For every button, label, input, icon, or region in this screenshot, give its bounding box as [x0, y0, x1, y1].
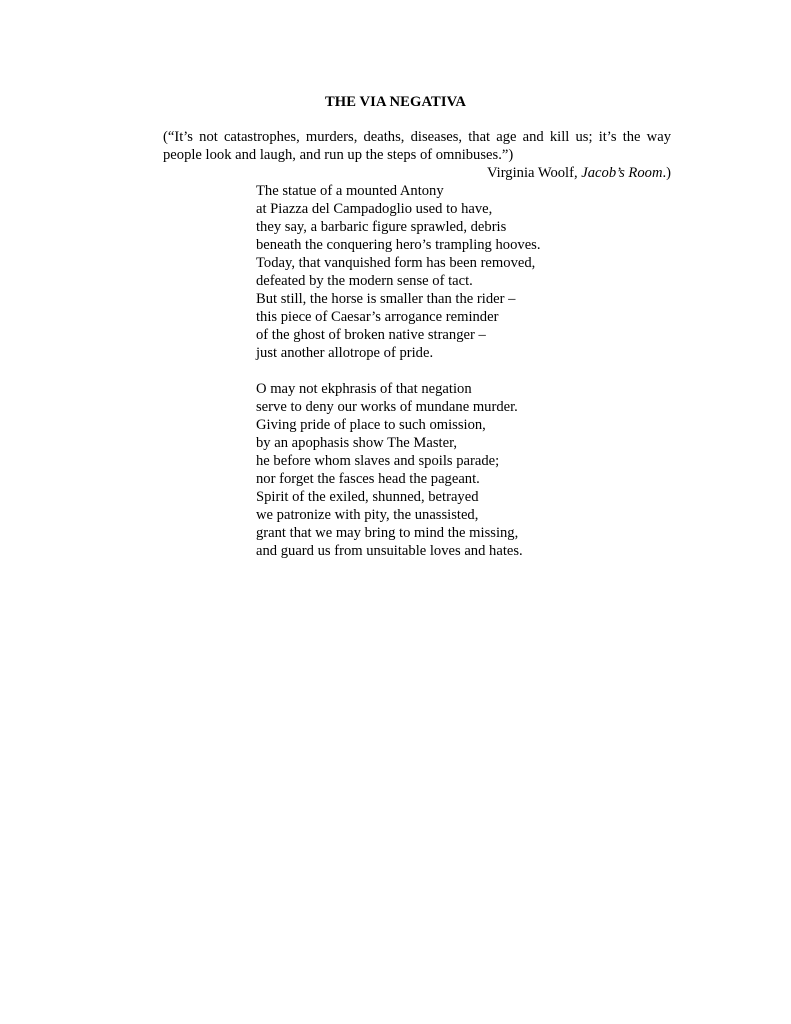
poem-line: just another allotrope of pride. — [256, 345, 434, 362]
epigraph — [163, 128, 671, 182]
epigraph-attribution — [163, 164, 671, 182]
poem-title: THE VIA NEGATIVA — [324, 94, 467, 110]
attribution-author: Virginia Woolf, — [486, 165, 582, 181]
poem-line: defeated by the modern sense of tact. — [256, 273, 473, 290]
poem-line: O may not ekphrasis of that negation — [256, 381, 472, 397]
epigraph-quote: (“It’s not catastrophes, murders, deaths, diseases, that age and kill us; it’s the way people look and laugh, and run up the steps of omnibuses.”) — [163, 129, 671, 163]
poem-line: grant that we may bring to mind the missing, — [256, 525, 519, 542]
poem-line: we patronize with pity, the unassisted, — [256, 507, 479, 524]
poem-line: this piece of Caesar’s arrogance reminder — [256, 309, 499, 326]
poem-line: nor forget the fasces head the pageant. — [256, 471, 480, 488]
poem-line: Giving pride of place to such omission, — [256, 417, 486, 434]
stanza-2 — [256, 380, 726, 560]
poem-line: Spirit of the exiled, shunned, betrayed — [256, 489, 479, 506]
attribution-tail: .) — [662, 165, 671, 181]
attribution-work: Jacob’s Room — [581, 165, 663, 181]
poem-line: and guard us from unsuitable loves and hates. — [256, 543, 523, 560]
poem-line: they say, a barbaric figure sprawled, debris — [256, 219, 507, 236]
stanza-1 — [256, 182, 726, 362]
poem-line: of the ghost of broken native stranger – — [256, 327, 486, 344]
poem-line: he before whom slaves and spoils parade; — [256, 453, 500, 470]
poem-line: But still, the horse is smaller than the rider – — [256, 291, 516, 308]
poem-line: Today, that vanquished form has been removed, — [256, 255, 536, 272]
poem-line: by an apophasis show The Master, — [256, 435, 457, 452]
poem-line: serve to deny our works of mundane murder. — [256, 399, 518, 416]
poem-line: The statue of a mounted Antony — [256, 183, 444, 199]
poem-line: at Piazza del Campadoglio used to have, — [256, 201, 493, 218]
poem-line: beneath the conquering hero’s trampling hooves. — [256, 237, 541, 254]
